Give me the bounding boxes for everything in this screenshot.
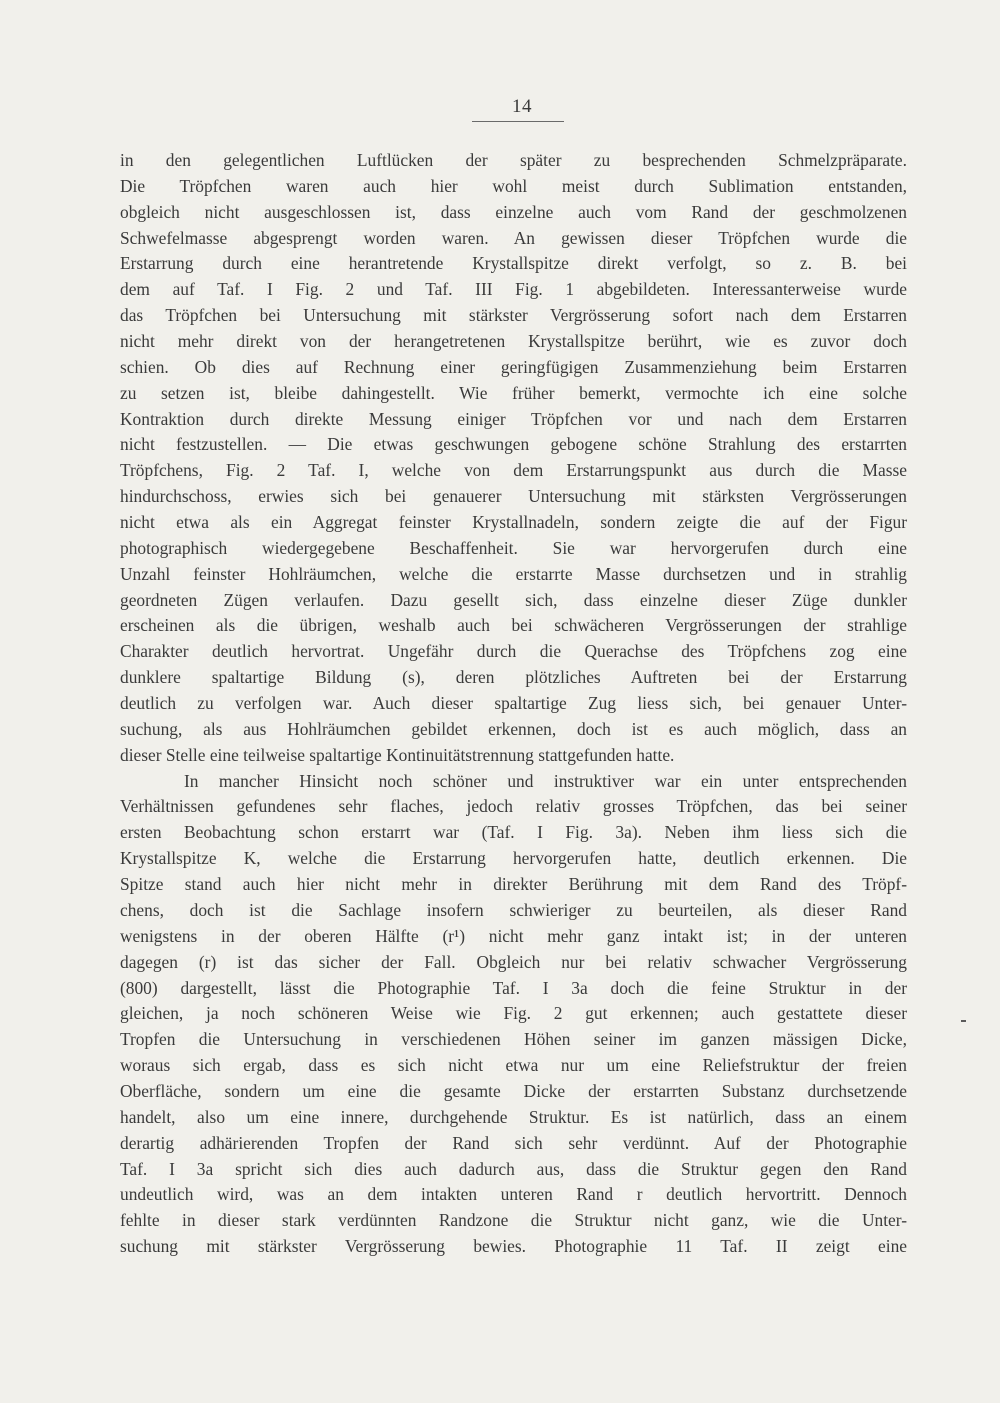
text-line: hindurchschoss, erwies sich bei genauerer Untersuchung mit stärksten Vergrösserungen: [120, 486, 907, 507]
text-line: nicht mehr direkt von der herangetretenen Krystallspitze berührt, wie es zuvor doch: [120, 331, 907, 352]
text-line: undeutlich wird, was an dem intakten unteren Rand r deutlich hervortritt. Dennoch: [120, 1184, 907, 1205]
text-line: Tröpfchens, Fig. 2 Taf. I, welche von dem Erstarrungspunkt aus durch die Masse: [120, 460, 907, 481]
margin-mark: [961, 1020, 966, 1022]
text-line: (800) dargestellt, lässt die Photographie Taf. I 3a doch die feine Struktur in der: [120, 977, 907, 998]
text-line: erscheinen als die übrigen, weshalb auch bei schwächeren Vergrösserungen der strahlige: [120, 615, 907, 636]
text-line: Oberfläche, sondern um eine die gesamte Dicke der erstarrten Substanz durchsetzende: [120, 1080, 907, 1101]
text-line: derartig adhärierenden Tropfen der Rand sich sehr verdünnt. Auf der Photographie: [120, 1132, 907, 1153]
text-line: dieser Stelle eine teilweise spaltartige Kontinuitätstrennung stattgefunden hatte.: [120, 744, 675, 765]
text-line: geordneten Zügen verlaufen. Dazu gesellt sich, dass einzelne dieser Züge dunkler: [120, 589, 907, 610]
text-line: in den gelegentlichen Luftlücken der später zu besprechenden Schmelzpräparate.: [120, 150, 907, 170]
text-line: woraus sich ergab, dass es sich nicht etwa nur um eine Reliefstruktur der freien: [120, 1055, 907, 1076]
text-line: Unzahl feinster Hohlräumchen, welche die erstarrte Masse durchsetzen und in strahlig: [120, 563, 907, 584]
text-line: nicht festzustellen. — Die etwas geschwungen gebogene schöne Strahlung des erstarrten: [120, 434, 907, 455]
text-line: Tropfen die Untersuchung in verschiedenen Höhen seiner im ganzen mässigen Dicke,: [120, 1029, 907, 1050]
body-text: [120, 148, 907, 1260]
text-line: Verhältnissen gefundenes sehr flaches, jedoch relativ grosses Tröpfchen, das bei seiner: [120, 796, 907, 817]
text-line: dem auf Taf. I Fig. 2 und Taf. III Fig. 1 abgebildeten. Interessanterweise wurde: [120, 279, 907, 300]
text-line: ersten Beobachtung schon erstarrt war (Taf. I Fig. 3a). Neben ihm liess sich die: [120, 822, 907, 843]
text-line: Schwefelmasse abgesprengt worden waren. An gewissen dieser Tröpfchen wurde die: [120, 227, 907, 248]
text-line: fehlte in dieser stark verdünnten Randzone die Struktur nicht ganz, wie die Unter-: [120, 1210, 907, 1231]
text-line: gleichen, ja noch schöneren Weise wie Fig. 2 gut erkennen; auch gestattete dieser: [120, 1003, 907, 1024]
text-line: schien. Ob dies auf Rechnung einer geringfügigen Zusammenziehung beim Erstarren: [120, 356, 907, 377]
text-line: das Tröpfchen bei Untersuchung mit stärkster Vergrösserung sofort nach dem Erstarren: [120, 305, 907, 326]
text-line: suchung mit stärkster Vergrösserung bewies. Photographie 11 Taf. II zeigt eine: [120, 1236, 907, 1257]
text-line: nicht etwa als ein Aggregat feinster Krystallnadeln, sondern zeigte die auf der Figur: [120, 512, 907, 533]
text-line: Kontraktion durch direkte Messung einiger Tröpfchen vor und nach dem Erstarren: [120, 408, 907, 429]
text-line: Charakter deutlich hervortrat. Ungefähr durch die Querachse des Tröpfchens zog eine: [120, 641, 907, 662]
text-line: wenigstens in der oberen Hälfte (r¹) nicht mehr ganz intakt ist; in der unteren: [120, 925, 907, 946]
text-line: dunklere spaltartige Bildung (s), deren plötzliches Auftreten bei der Erstarrung: [120, 667, 907, 688]
text-line: Spitze stand auch hier nicht mehr in direkter Berührung mit dem Rand des Tröpf-: [120, 874, 907, 895]
text-line: chens, doch ist die Sachlage insofern schwieriger zu beurteilen, als dieser Rand: [120, 899, 907, 920]
text-line: Erstarrung durch eine herantretende Krystallspitze direkt verfolgt, so z. B. bei: [120, 253, 907, 274]
text-line: Taf. I 3a spricht sich dies auch dadurch aus, dass die Struktur gegen den Rand: [120, 1158, 907, 1179]
page-number-rule: [472, 121, 564, 122]
text-line: deutlich zu verfolgen war. Auch dieser spaltartige Zug liess sich, bei genauer Unter-: [120, 693, 907, 714]
text-line: Die Tröpfchen waren auch hier wohl meist durch Sublimation entstanden,: [120, 175, 907, 196]
text-line: dagegen (r) ist das sicher der Fall. Obgleich nur bei relativ schwacher Vergrösserung: [120, 951, 907, 972]
text-line: zu setzen ist, bleibe dahingestellt. Wie früher bemerkt, vermochte ich eine solche: [120, 382, 907, 403]
text-line: photographisch wiedergegebene Beschaffenheit. Sie war hervorgerufen durch eine: [120, 537, 907, 558]
text-line: obgleich nicht ausgeschlossen ist, dass einzelne auch vom Rand der geschmolzenen: [120, 201, 907, 222]
text-line: suchung, als aus Hohlräumchen gebildet erkennen, doch ist es auch möglich, dass an: [120, 718, 907, 739]
text-line: Krystallspitze K, welche die Erstarrung hervorgerufen hatte, deutlich erkennen. Die: [120, 848, 907, 869]
page-number: 14: [512, 96, 532, 117]
paragraph-start-line: In mancher Hinsicht noch schöner und instruktiver war ein unter entsprechenden: [184, 770, 907, 791]
text-line: handelt, also um eine innere, durchgehende Struktur. Es ist natürlich, dass an einem: [120, 1106, 907, 1127]
